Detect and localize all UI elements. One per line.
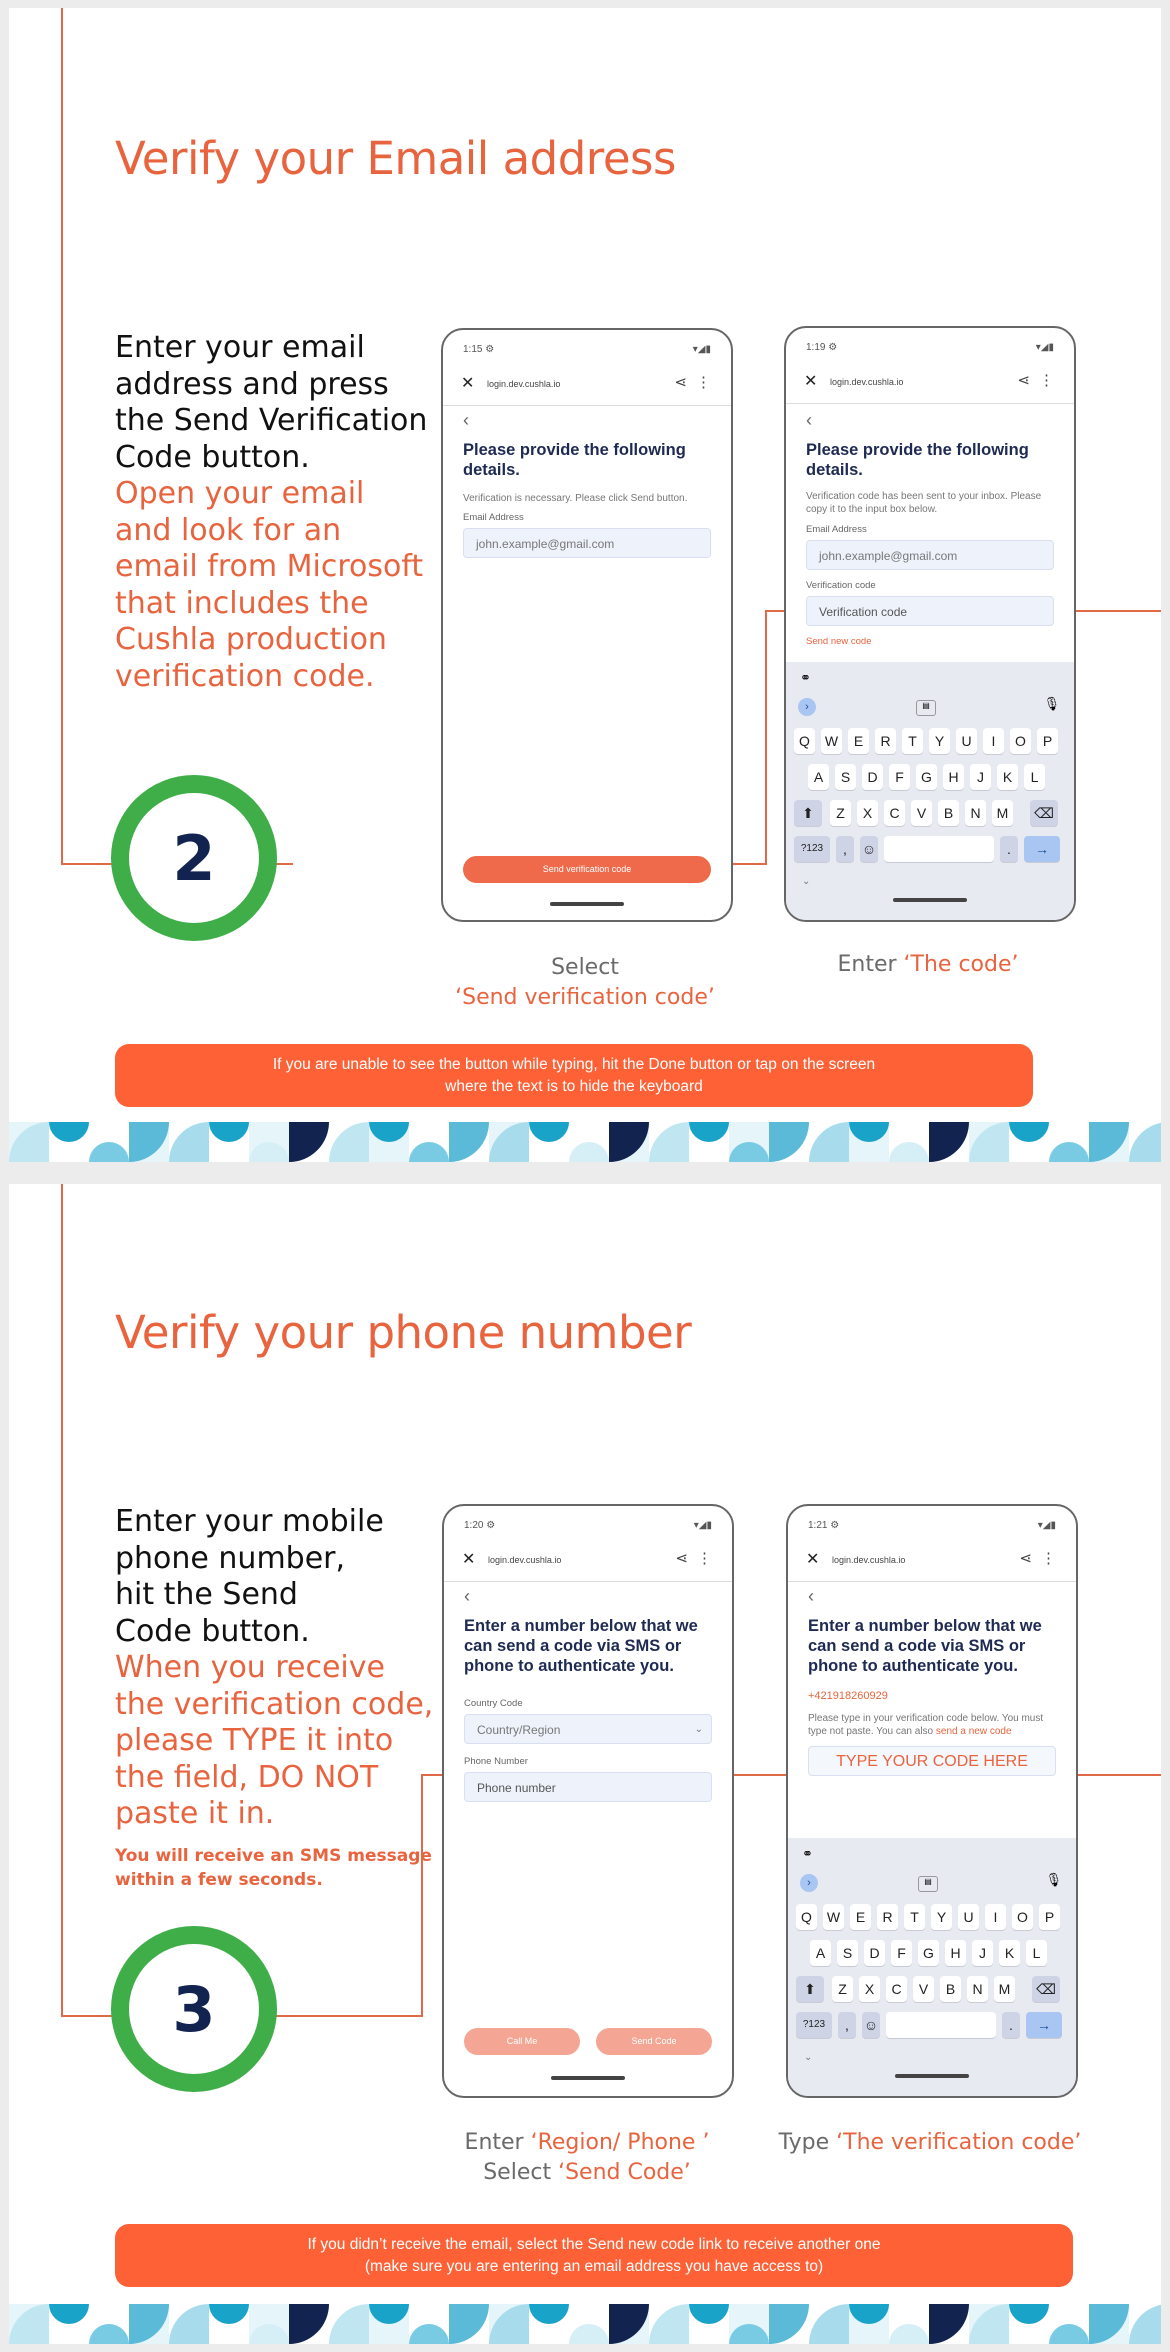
caption-send-verification: Select ‘Send verification code’ (455, 955, 715, 1010)
key[interactable]: H (943, 764, 964, 790)
key[interactable]: Z (832, 1976, 853, 2002)
url-text: login.dev.cushla.io (832, 1555, 906, 1565)
connector-line (765, 610, 767, 865)
send-code-button[interactable]: Send Code (596, 2028, 712, 2055)
more-icon[interactable]: ⋮ (1039, 372, 1054, 389)
key[interactable]: Q (794, 728, 815, 754)
enter-arrow-icon[interactable]: → (1024, 836, 1060, 862)
key[interactable]: V (913, 1976, 934, 2002)
collapse-icon[interactable]: ⌄ (804, 2052, 813, 2063)
mic-icon[interactable]: 🎙 (1045, 1872, 1062, 1887)
key[interactable]: W (823, 1904, 844, 1930)
connector-line (1073, 610, 1161, 612)
key[interactable]: L (1026, 1940, 1047, 1966)
url-text: login.dev.cushla.io (488, 1555, 562, 1565)
step-number-badge: 3 (111, 1926, 277, 2092)
form-heading: Please provide the following details. (806, 441, 1029, 479)
key[interactable]: T (902, 728, 923, 754)
status-bar: 1:15 ⚙ ▾◢▮ (463, 344, 711, 355)
key[interactable]: S (835, 764, 856, 790)
key[interactable]: G (918, 1940, 939, 1966)
keyboard-row-1 (786, 728, 1074, 758)
connector-line (275, 2015, 423, 2017)
key[interactable]: R (877, 1904, 898, 1930)
key[interactable]: O (1012, 1904, 1033, 1930)
key[interactable]: Y (931, 1904, 952, 1930)
share-icon[interactable]: ⋖ (675, 1550, 688, 1567)
keyboard-row-2 (786, 764, 1074, 794)
back-icon[interactable]: ‹ (806, 410, 812, 430)
key[interactable]: E (848, 728, 869, 754)
comma-key[interactable]: , (836, 836, 854, 862)
key[interactable]: I (983, 728, 1004, 754)
backspace-icon[interactable]: ⌫ (1032, 1976, 1060, 2002)
space-key[interactable] (884, 836, 994, 862)
mic-icon[interactable]: 🎙 (1043, 696, 1060, 711)
expand-icon[interactable]: › (800, 1874, 818, 1892)
key[interactable]: J (970, 764, 991, 790)
key[interactable]: F (891, 1940, 912, 1966)
close-icon[interactable]: ✕ (462, 1551, 476, 1568)
backspace-icon[interactable]: ⌫ (1030, 800, 1058, 826)
key[interactable]: D (864, 1940, 885, 1966)
share-icon[interactable]: ⋖ (674, 374, 687, 391)
tip-banner: If you didn’t receive the email, select the Send new code link to receive another one (make sure you are entering an email address you have access to) (115, 2224, 1073, 2287)
key[interactable]: G (916, 764, 937, 790)
keyboard-row-1 (788, 1904, 1076, 1934)
key[interactable]: M (994, 1976, 1015, 2002)
tip-banner: If you are unable to see the button while typing, hit the Done button or tap on the screen where the text is to hide the keyboard (115, 1044, 1033, 1107)
phone-number-display: +421918260929 (808, 1690, 888, 1702)
key[interactable]: R (875, 728, 896, 754)
close-icon[interactable]: ✕ (461, 375, 475, 392)
connector-line (1074, 1774, 1161, 1776)
key[interactable]: E (850, 1904, 871, 1930)
status-bar: 1:20 ⚙ ▾◢▮ (464, 1520, 712, 1531)
shift-icon[interactable]: ⬆ (796, 1976, 824, 2002)
phone-screenshot-sms-code (786, 1504, 1078, 2098)
phone-screenshot-code (784, 326, 1076, 922)
key[interactable]: H (945, 1940, 966, 1966)
key[interactable]: V (911, 800, 932, 826)
more-icon[interactable]: ⋮ (696, 374, 711, 391)
caption-type-code: Type ‘The verification code’ (778, 2130, 1082, 2155)
back-icon[interactable]: ‹ (463, 410, 469, 430)
key[interactable]: P (1039, 1904, 1060, 1930)
emoji-icon[interactable]: ☺ (860, 836, 878, 862)
key[interactable]: X (857, 800, 878, 826)
browser-url-bar (444, 1541, 732, 1582)
more-icon[interactable]: ⋮ (697, 1550, 712, 1567)
clipboard-icon[interactable]: ▤ (916, 700, 936, 716)
chevron-down-icon: ⌄ (694, 1724, 703, 1735)
decorative-pattern (9, 1122, 1161, 1162)
more-icon[interactable]: ⋮ (1041, 1550, 1056, 1567)
key[interactable]: A (808, 764, 829, 790)
instructions-text: Enter your mobile phone number, hit the Send Code button. (115, 1504, 384, 1649)
connector-line (731, 1774, 787, 1776)
on-screen-keyboard (788, 1838, 1076, 2096)
key[interactable]: S (837, 1940, 858, 1966)
connector-line (731, 863, 767, 865)
form-heading: Enter a number below that we can send a code via SMS or phone to authenticate you. (464, 1617, 698, 1675)
emoji-icon[interactable]: ☺ (862, 2012, 880, 2038)
send-verification-button[interactable]: Send verification code (463, 856, 711, 883)
email-label: Email Address (463, 512, 524, 523)
phone-label: Phone Number (464, 1756, 528, 1767)
country-label: Country Code (464, 1698, 523, 1709)
keyboard-toolbar-icon[interactable]: ⚭ (802, 1846, 813, 1861)
key[interactable]: P (1037, 728, 1058, 754)
keyboard-toolbar-icon[interactable]: ⚭ (800, 670, 811, 685)
browser-url-bar (443, 365, 731, 406)
home-indicator (551, 2076, 625, 2080)
send-new-code-link[interactable]: send a new code (935, 1726, 1012, 1737)
phone-verification-card (9, 1184, 1161, 2344)
back-icon[interactable]: ‹ (808, 1586, 814, 1606)
key[interactable]: W (821, 728, 842, 754)
section-title: Verify your Email address (115, 132, 676, 185)
key[interactable]: U (956, 728, 977, 754)
verification-code-field[interactable]: Verification code (806, 596, 1054, 626)
key[interactable]: K (997, 764, 1018, 790)
verification-code-field[interactable]: TYPE YOUR CODE HERE (808, 1746, 1056, 1776)
key[interactable]: K (999, 1940, 1020, 1966)
back-icon[interactable]: ‹ (464, 1586, 470, 1606)
key[interactable]: T (904, 1904, 925, 1930)
home-indicator (895, 2074, 969, 2078)
step-number-badge: 2 (111, 775, 277, 941)
close-icon[interactable]: ✕ (806, 1551, 820, 1568)
send-new-code-link[interactable]: Send new code (806, 636, 872, 647)
key[interactable]: I (985, 1904, 1006, 1930)
shift-icon[interactable]: ⬆ (794, 800, 822, 826)
expand-icon[interactable]: › (798, 698, 816, 716)
status-bar: 1:19 ⚙ ▾◢▮ (806, 342, 1054, 353)
key[interactable]: N (967, 1976, 988, 2002)
keyboard-row-4 (788, 2012, 1076, 2042)
email-label: Email Address (806, 524, 867, 535)
email-field[interactable]: john.example@gmail.com (463, 528, 711, 558)
share-icon[interactable]: ⋖ (1019, 1550, 1032, 1567)
keyboard-row-3 (788, 1976, 1076, 2006)
sms-note: You will receive an SMS message within a few seconds. (115, 1846, 432, 1890)
info-text: Please type in your verification code below. You must type not paste. You can also send a new code (808, 1713, 1044, 1737)
connector-line (275, 863, 293, 865)
key[interactable]: J (972, 1940, 993, 1966)
keyboard-row-3 (786, 800, 1074, 830)
key[interactable]: Q (796, 1904, 817, 1930)
share-icon[interactable]: ⋖ (1017, 372, 1030, 389)
call-me-button[interactable]: Call Me (464, 2028, 580, 2055)
period-key[interactable]: . (1002, 2012, 1020, 2038)
browser-url-bar (786, 363, 1074, 404)
connector-line (61, 8, 63, 864)
info-text: Verification is necessary. Please click Send button. (463, 493, 688, 504)
key[interactable]: Y (929, 728, 950, 754)
info-text: Verification code has been sent to your inbox. Please copy it to the input box below. (806, 491, 1042, 515)
comma-key[interactable]: , (838, 2012, 856, 2038)
key[interactable]: L (1024, 764, 1045, 790)
key[interactable]: D (862, 764, 883, 790)
email-verification-card (9, 8, 1161, 1162)
numbers-key[interactable]: ?123 (796, 2012, 832, 2038)
key[interactable]: A (810, 1940, 831, 1966)
form-heading: Enter a number below that we can send a code via SMS or phone to authenticate you. (808, 1617, 1042, 1675)
url-text: login.dev.cushla.io (487, 379, 561, 389)
instructions-highlight: When you receive the verification code, please TYPE it into the field, DO NOT paste it in. (115, 1650, 434, 1831)
clipboard-icon[interactable]: ▤ (918, 1876, 938, 1892)
close-icon[interactable]: ✕ (804, 373, 818, 390)
home-indicator (893, 898, 967, 902)
phone-screenshot-number (442, 1504, 734, 2098)
status-bar: 1:21 ⚙ ▾◢▮ (808, 1520, 1056, 1531)
phone-number-field[interactable]: Phone number (464, 1772, 712, 1802)
key[interactable]: M (992, 800, 1013, 826)
section-title: Verify your phone number (115, 1306, 692, 1359)
phone-screenshot-email (441, 328, 733, 922)
keyboard-row-2 (788, 1940, 1076, 1970)
keyboard-row-4 (786, 836, 1074, 866)
caption-region-phone: Enter ‘Region/ Phone ’ Select ‘Send Code’ (464, 2130, 710, 2185)
key[interactable]: B (940, 1976, 961, 2002)
key[interactable]: F (889, 764, 910, 790)
key[interactable]: B (938, 800, 959, 826)
url-text: login.dev.cushla.io (830, 377, 904, 387)
key[interactable]: U (958, 1904, 979, 1930)
decorative-pattern (9, 2304, 1161, 2344)
caption-enter-code: Enter ‘The code’ (837, 952, 1019, 977)
key[interactable]: C (886, 1976, 907, 2002)
key[interactable]: Z (830, 800, 851, 826)
space-key[interactable] (886, 2012, 996, 2038)
on-screen-keyboard (786, 662, 1074, 920)
country-select[interactable]: Country/Region ⌄ (464, 1714, 712, 1744)
home-indicator (550, 902, 624, 906)
instructions-text: Enter your email address and press the Send Verification Code button. (115, 330, 428, 475)
key[interactable]: O (1010, 728, 1031, 754)
connector-line (61, 1184, 63, 2016)
code-label: Verification code (806, 580, 876, 591)
browser-url-bar (788, 1541, 1076, 1582)
collapse-icon[interactable]: ⌄ (802, 876, 811, 887)
form-heading: Please provide the following details. (463, 441, 686, 479)
numbers-key[interactable]: ?123 (794, 836, 830, 862)
key[interactable]: N (965, 800, 986, 826)
instructions-highlight: Open your email and look for an email from Microsoft that includes the Cushla production verification code. (115, 476, 424, 694)
period-key[interactable]: . (1000, 836, 1018, 862)
key[interactable]: C (884, 800, 905, 826)
key[interactable]: X (859, 1976, 880, 2002)
enter-arrow-icon[interactable]: → (1026, 2012, 1062, 2038)
email-field[interactable]: john.example@gmail.com (806, 540, 1054, 570)
